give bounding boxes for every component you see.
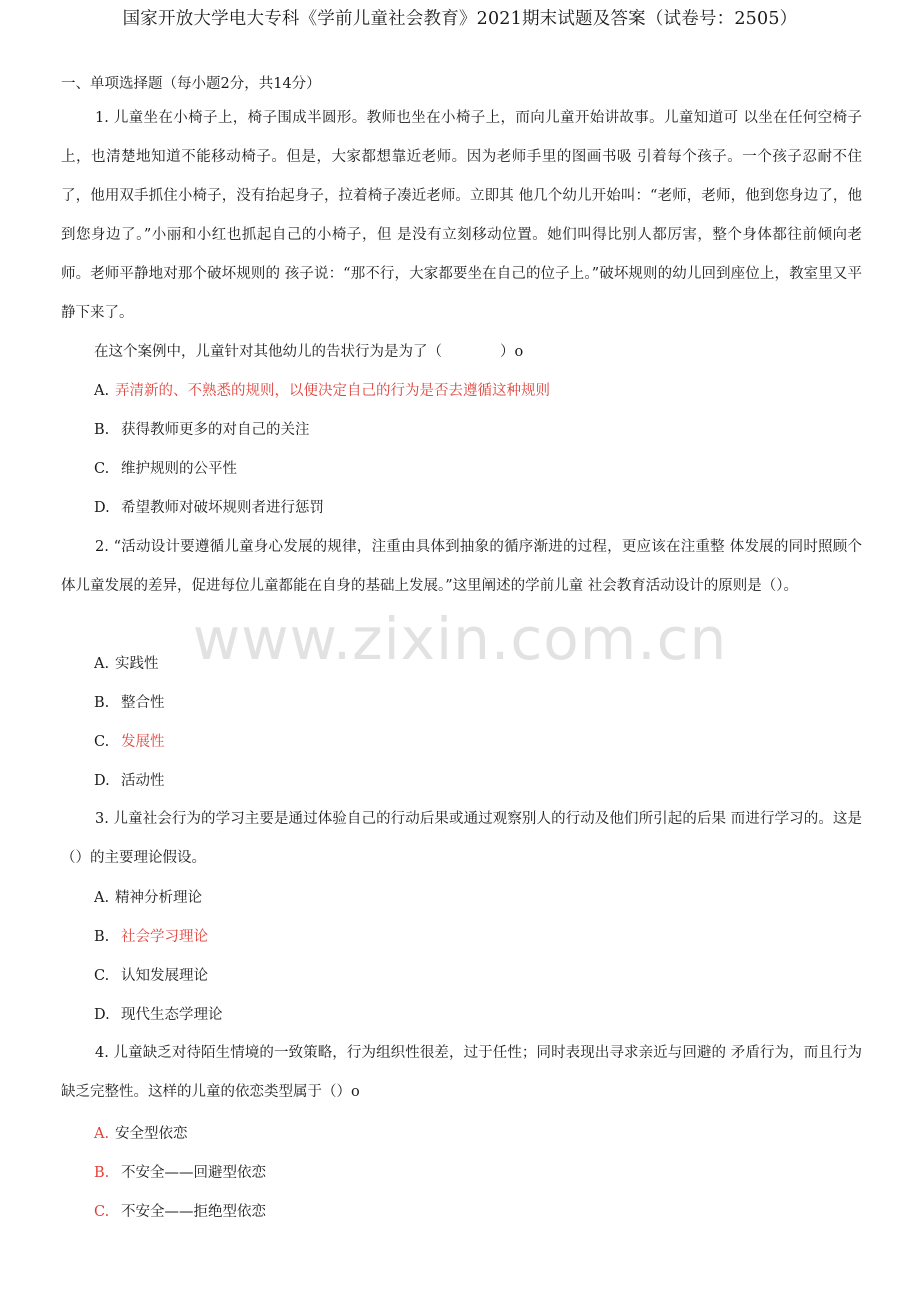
option-letter: D. <box>94 1007 110 1023</box>
option-text: 精神分析理论 <box>115 890 202 906</box>
question-2-option-a <box>94 654 159 674</box>
option-letter: D. <box>94 500 110 516</box>
option-text: 获得教师更多的对自己的关注 <box>121 422 310 438</box>
document-title: 国家开放大学电大专科《学前儿童社会教育》2021期末试题及答案（试卷号：2505） <box>122 9 798 29</box>
option-text: 活动性 <box>121 773 165 789</box>
option-letter: A. <box>94 890 110 906</box>
section-heading: 一、单项选择题（每小题2分，共14分） <box>61 76 321 92</box>
option-letter: D. <box>94 773 110 789</box>
option-text: 现代生态学理论 <box>121 1007 223 1023</box>
option-letter: C. <box>94 461 110 477</box>
option-text: 希望教师对破坏规则者进行惩罚 <box>121 500 324 516</box>
question-3-option-a <box>94 888 202 908</box>
option-text-answer: 弄清新的、不熟悉的规则，以便决定自己的行为是否去遵循这种规则 <box>115 383 550 399</box>
option-text: 安全型依恋 <box>115 1126 188 1142</box>
option-letter-answer: A. <box>94 1126 110 1142</box>
option-letter: B. <box>94 695 110 711</box>
question-1-option-a <box>94 381 550 401</box>
question-2-stem: 2. “活动设计要遵循儿童身心发展的规律，注重由具体到抽象的循序渐进的过程，更应该在注重整 体发展的同时照顾个体儿童发展的差异，促进每位儿童都能在自身的基础上发展。”这里阐述的学前儿童 社会教育活动设计的原则是（）。 <box>61 539 862 594</box>
question-3-option-c <box>94 966 208 986</box>
question-1-option-b <box>94 420 310 440</box>
option-letter: A. <box>94 656 110 672</box>
question-4-option-a <box>94 1124 188 1144</box>
question-3-option-b <box>94 927 208 947</box>
question-1-stem: 1. 儿童坐在小椅子上，椅子围成半圆形。教师也坐在小椅子上，而向儿童开始讲故事。儿童知道可 以坐在任何空椅子上，也清楚地知道不能移动椅子。但是，大家都想靠近老师。因为老师手里的图画书吸 引着每个孩子。一个孩子忍耐不住了，他用双手抓住小椅子，没有抬起身子，拉着椅子凑近老师。立即其 他几个幼儿开始叫：“老师，老师，他到您身边了，他到您身边了。”小丽和小红也抓起自己的小椅子，但 是没有立刻移动位置。她们叫得比别人都厉害，整个身体都往前倾向老师。老师平静地对那个破坏规则的 孩子说：“那不行，大家都要坐在自己的位子上。”破坏规则的幼儿回到座位上，教室里又平静下来了。 <box>61 110 862 321</box>
option-letter: B. <box>94 929 110 945</box>
option-text: 维护规则的公平性 <box>121 461 237 477</box>
option-text: 不安全——回避型依恋 <box>121 1165 266 1181</box>
option-text-answer: 社会学习理论 <box>121 929 208 945</box>
option-letter: A. <box>94 383 110 399</box>
option-text: 整合性 <box>121 695 165 711</box>
option-text: 不安全——拒绝型依恋 <box>121 1204 266 1220</box>
question-3-stem: 3. 儿童社会行为的学习主要是通过体验自己的行动后果或通过观察别人的行动及他们所引起的后果 而进行学习的。这是（）的主要理论假设。 <box>61 811 862 866</box>
option-letter-answer: C. <box>94 1204 110 1220</box>
option-text: 实践性 <box>115 656 159 672</box>
option-letter: C. <box>94 734 110 750</box>
option-text-answer: 发展性 <box>121 734 165 750</box>
option-text: 认知发展理论 <box>121 968 208 984</box>
watermark: www.zixin.com.cn <box>192 605 728 673</box>
question-2-option-c <box>94 732 165 752</box>
question-1-option-c <box>94 459 237 479</box>
question-3-option-d <box>94 1005 223 1025</box>
question-2-option-d <box>94 771 165 791</box>
question-4-stem: 4. 儿童缺乏对待陌生情境的一致策略，行为组织性很差，过于任性；同时表现出寻求亲近与回避的 矛盾行为，而且行为缺乏完整性。这样的儿童的依恋类型属于（）o <box>61 1045 862 1100</box>
question-2-option-b <box>94 693 165 713</box>
question-1-option-d <box>94 498 324 518</box>
option-letter: B. <box>94 422 110 438</box>
option-letter: C. <box>94 968 110 984</box>
option-letter-answer: B. <box>94 1165 110 1181</box>
question-1-prompt: 在这个案例中，儿童针对其他幼儿的告状行为是为了（ ）o <box>94 344 524 360</box>
question-4-option-c <box>94 1202 266 1222</box>
question-4-option-b <box>94 1163 266 1183</box>
